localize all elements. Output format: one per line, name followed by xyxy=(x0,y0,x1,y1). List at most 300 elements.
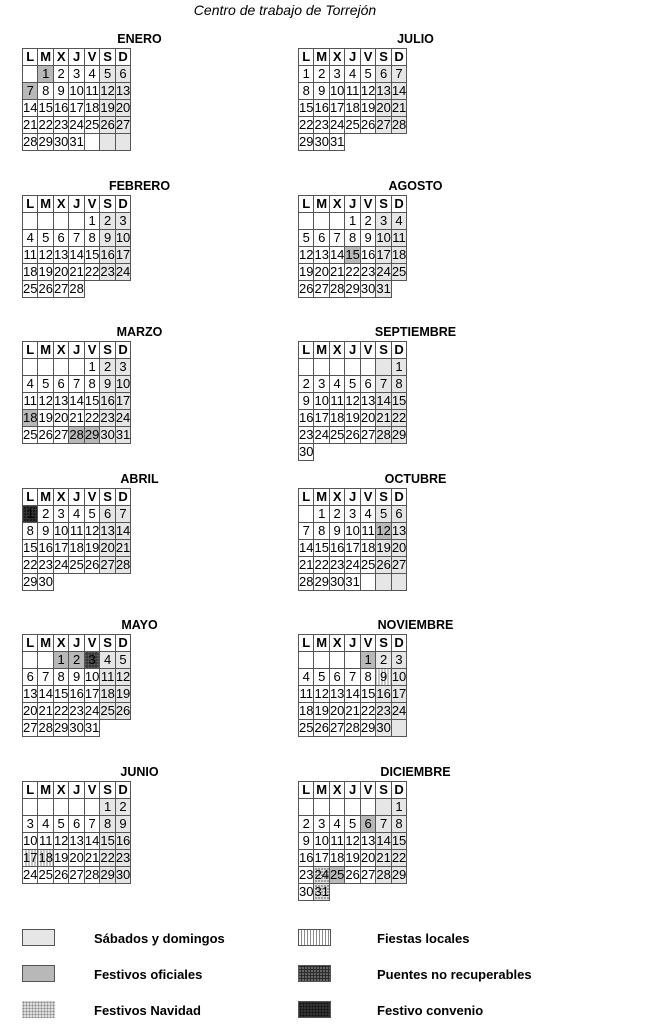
day-cell: 15 xyxy=(391,393,407,408)
day-cell: 11 xyxy=(69,523,84,538)
month-table xyxy=(22,488,131,591)
day-cell: 10 xyxy=(84,669,100,684)
day-cell xyxy=(391,720,406,737)
month-table xyxy=(22,634,131,737)
day-cell: 17 xyxy=(115,247,131,262)
day-cell xyxy=(115,134,130,151)
day-cell xyxy=(299,506,314,523)
day-cell: 6 xyxy=(360,376,375,393)
day-cell: 31 xyxy=(314,884,329,899)
day-cell: 27 xyxy=(376,117,391,132)
day-cell: 7 xyxy=(115,506,130,523)
weekday-header: L xyxy=(23,635,38,652)
day-cell: 17 xyxy=(69,100,84,115)
day-cell: 9 xyxy=(376,669,391,686)
day-cell: 31 xyxy=(69,134,84,149)
day-cell: 26 xyxy=(53,867,69,882)
day-cell: 13 xyxy=(53,247,69,262)
day-cell: 9 xyxy=(314,83,329,100)
weekday-header: X xyxy=(329,635,344,652)
day-cell: 23 xyxy=(376,703,391,718)
weekday-header: M xyxy=(314,635,329,652)
month-name: ABRIL xyxy=(120,472,159,486)
blank xyxy=(115,574,130,591)
day-cell: 9 xyxy=(100,230,115,247)
day-cell: 19 xyxy=(38,264,53,279)
day-cell: 4 xyxy=(391,213,406,230)
weekday-header: L xyxy=(299,635,314,652)
day-cell: 22 xyxy=(391,850,407,865)
day-cell: 5 xyxy=(360,66,375,83)
day-cell xyxy=(314,213,329,230)
day-cell: 30 xyxy=(299,444,314,459)
weekday-header: S xyxy=(376,196,391,213)
weekday-header: M xyxy=(38,49,53,66)
day-cell: 10 xyxy=(53,523,69,538)
blank xyxy=(53,574,68,591)
weekday-header: V xyxy=(360,635,375,652)
day-cell: 9 xyxy=(329,523,344,540)
weekday-header: D xyxy=(391,782,406,799)
day-cell: 30 xyxy=(69,720,84,735)
weekday-header: M xyxy=(314,49,329,66)
weekday-header: L xyxy=(23,342,38,359)
day-cell: 14 xyxy=(115,523,131,538)
day-cell: 29 xyxy=(38,134,53,149)
day-cell: 30 xyxy=(53,134,69,149)
weekday-header: J xyxy=(345,489,360,506)
day-cell: 11 xyxy=(330,393,344,408)
day-cell: 13 xyxy=(360,393,376,408)
day-cell: 18 xyxy=(100,686,115,701)
day-cell xyxy=(100,134,115,151)
day-cell: 18 xyxy=(329,410,345,425)
day-cell: 15 xyxy=(314,540,329,555)
day-cell: 30 xyxy=(360,281,376,296)
day-cell: 31 xyxy=(376,281,391,296)
weekday-header: L xyxy=(299,782,314,799)
day-cell xyxy=(69,359,84,376)
day-cell xyxy=(299,359,314,376)
day-cell: 26 xyxy=(299,281,314,296)
day-cell: 15 xyxy=(38,100,53,115)
day-cell: 3 xyxy=(314,816,329,833)
weekday-header: L xyxy=(299,489,314,506)
day-cell: 17 xyxy=(391,686,407,701)
weekday-header: J xyxy=(69,49,84,66)
day-cell: 25 xyxy=(69,557,84,572)
legend-swatch-pu xyxy=(298,965,331,982)
weekday-header: D xyxy=(115,489,130,506)
day-cell: 8 xyxy=(38,83,53,100)
day-cell: 5 xyxy=(115,652,130,669)
day-cell: 5 xyxy=(345,376,360,393)
weekday-header: M xyxy=(314,782,329,799)
blank xyxy=(391,884,406,901)
weekday-header: V xyxy=(84,196,99,213)
weekday-header: S xyxy=(100,342,115,359)
weekday-header: X xyxy=(53,49,68,66)
day-cell: 15 xyxy=(100,833,115,848)
month-table xyxy=(298,488,407,591)
legend-label: Fiestas locales xyxy=(377,931,470,946)
day-cell: 23 xyxy=(299,427,314,442)
weekday-header: J xyxy=(345,342,360,359)
blank xyxy=(84,574,99,591)
day-cell: 4 xyxy=(23,376,38,393)
blank xyxy=(360,444,375,461)
day-cell: 17 xyxy=(376,247,391,262)
day-cell: 12 xyxy=(376,523,391,538)
day-cell: 7 xyxy=(23,83,38,100)
day-cell: 13 xyxy=(115,83,131,98)
day-cell: 5 xyxy=(53,816,68,833)
day-cell: 14 xyxy=(391,83,407,98)
day-cell: 4 xyxy=(23,230,38,247)
weekday-header: D xyxy=(391,196,406,213)
day-cell: 15 xyxy=(84,393,100,408)
day-cell: 5 xyxy=(100,66,115,83)
blank xyxy=(360,884,375,901)
day-cell: 18 xyxy=(391,247,407,262)
day-cell xyxy=(23,213,38,230)
day-cell: 29 xyxy=(314,574,329,589)
day-cell: 1 xyxy=(391,359,406,376)
day-cell: 2 xyxy=(314,66,329,83)
weekday-header: M xyxy=(314,342,329,359)
day-cell: 1 xyxy=(38,66,53,83)
day-cell: 14 xyxy=(299,540,314,555)
day-cell: 17 xyxy=(314,410,329,425)
day-cell: 1 xyxy=(53,652,68,669)
weekday-header: M xyxy=(38,489,53,506)
weekday-header: V xyxy=(360,49,375,66)
weekday-header: V xyxy=(360,782,375,799)
weekday-header: J xyxy=(345,635,360,652)
day-cell: 7 xyxy=(38,669,53,686)
month-table xyxy=(298,634,407,737)
weekday-header: D xyxy=(115,49,130,66)
day-cell: 14 xyxy=(345,686,360,701)
day-cell: 26 xyxy=(84,557,100,572)
day-cell: 21 xyxy=(299,557,314,572)
weekday-header: V xyxy=(360,196,375,213)
blank xyxy=(84,281,99,298)
legend-swatch-of xyxy=(22,965,55,982)
weekday-header: S xyxy=(376,342,391,359)
day-cell: 7 xyxy=(329,230,344,247)
day-cell: 7 xyxy=(376,376,391,393)
day-cell: 1 xyxy=(84,213,99,230)
day-cell: 7 xyxy=(299,523,314,540)
day-cell: 31 xyxy=(345,574,360,589)
day-cell: 3 xyxy=(23,816,38,833)
day-cell: 18 xyxy=(23,410,38,425)
day-cell: 21 xyxy=(84,850,100,865)
day-cell: 17 xyxy=(53,540,69,555)
weekday-header: M xyxy=(38,196,53,213)
day-cell xyxy=(23,799,38,816)
day-cell: 9 xyxy=(360,230,375,247)
day-cell: 5 xyxy=(299,230,314,247)
day-cell: 20 xyxy=(69,850,84,865)
day-cell: 22 xyxy=(299,117,314,132)
day-cell: 28 xyxy=(38,720,53,735)
day-cell: 21 xyxy=(376,410,391,425)
day-cell xyxy=(329,359,344,376)
day-cell: 11 xyxy=(345,83,360,98)
day-cell: 4 xyxy=(345,66,360,83)
day-cell: 11 xyxy=(392,230,406,245)
day-cell: 28 xyxy=(23,134,38,149)
day-cell: 12 xyxy=(345,393,360,408)
day-cell: 29 xyxy=(53,720,69,735)
day-cell: 16 xyxy=(360,247,376,262)
day-cell: 5 xyxy=(376,506,391,523)
day-cell: 4 xyxy=(360,506,375,523)
day-cell: 27 xyxy=(329,720,345,735)
day-cell: 18 xyxy=(329,850,345,865)
day-cell: 21 xyxy=(69,264,84,279)
day-cell: 18 xyxy=(360,540,376,555)
weekday-header: M xyxy=(38,635,53,652)
day-cell: 18 xyxy=(38,850,53,865)
day-cell: 9 xyxy=(299,833,314,850)
weekday-header: J xyxy=(345,782,360,799)
day-cell: 2 xyxy=(115,799,130,816)
day-cell xyxy=(23,652,38,669)
day-cell: 1 xyxy=(391,799,406,816)
day-cell: 7 xyxy=(69,230,84,247)
day-cell: 29 xyxy=(360,720,376,735)
day-cell: 24 xyxy=(84,703,100,718)
day-cell: 2 xyxy=(376,652,391,669)
day-cell: 8 xyxy=(100,816,115,833)
day-cell: 26 xyxy=(314,720,329,735)
day-cell: 29 xyxy=(100,867,115,882)
day-cell xyxy=(69,213,84,230)
blank xyxy=(115,720,130,737)
weekday-header: S xyxy=(376,782,391,799)
day-cell: 22 xyxy=(360,703,376,718)
day-cell: 2 xyxy=(329,506,344,523)
day-cell: 3 xyxy=(391,652,406,669)
day-cell: 29 xyxy=(23,574,38,589)
weekday-header: D xyxy=(115,782,130,799)
day-cell: 23 xyxy=(100,410,115,425)
day-cell: 11 xyxy=(38,833,53,848)
day-cell: 9 xyxy=(38,523,53,540)
weekday-header: S xyxy=(100,489,115,506)
day-cell: 14 xyxy=(84,833,100,848)
day-cell: 13 xyxy=(376,83,391,98)
weekday-header: J xyxy=(69,342,84,359)
day-cell: 11 xyxy=(85,83,99,98)
day-cell: 23 xyxy=(100,264,115,279)
weekday-header: X xyxy=(53,489,68,506)
day-cell: 11 xyxy=(23,393,37,408)
weekday-header: J xyxy=(345,196,360,213)
day-cell: 28 xyxy=(115,557,131,572)
weekday-header: L xyxy=(23,489,38,506)
day-cell: 9 xyxy=(299,393,314,410)
day-cell: 22 xyxy=(23,557,38,572)
day-cell: 16 xyxy=(299,850,314,865)
day-cell: 20 xyxy=(360,850,376,865)
day-cell: 11 xyxy=(100,669,115,684)
day-cell: 26 xyxy=(360,117,376,132)
weekday-header: D xyxy=(391,342,406,359)
day-cell: 1 xyxy=(84,359,99,376)
day-cell: 4 xyxy=(329,376,344,393)
day-cell: 17 xyxy=(84,686,100,701)
day-cell: 4 xyxy=(84,66,99,83)
legend-swatch-we xyxy=(22,929,55,946)
day-cell: 22 xyxy=(345,264,360,279)
day-cell: 11 xyxy=(23,247,37,262)
day-cell: 30 xyxy=(376,720,391,735)
day-cell: 27 xyxy=(314,281,329,296)
day-cell: 22 xyxy=(84,410,100,425)
day-cell: 16 xyxy=(53,100,69,115)
day-cell: 10 xyxy=(23,833,38,848)
day-cell: 26 xyxy=(38,281,53,296)
month-name: FEBRERO xyxy=(108,179,171,193)
blank xyxy=(329,884,344,901)
day-cell: 7 xyxy=(376,816,391,833)
weekday-header: X xyxy=(329,49,344,66)
blank xyxy=(345,444,360,461)
weekday-header: D xyxy=(391,49,406,66)
day-cell: 23 xyxy=(329,557,345,572)
blank xyxy=(376,444,391,461)
day-cell: 26 xyxy=(115,703,131,718)
day-cell: 8 xyxy=(314,523,329,540)
weekday-header: S xyxy=(100,782,115,799)
day-cell xyxy=(299,652,314,669)
day-cell: 21 xyxy=(345,703,360,718)
day-cell: 28 xyxy=(376,867,391,882)
day-cell: 16 xyxy=(100,393,115,408)
day-cell: 18 xyxy=(345,100,360,115)
day-cell: 27 xyxy=(69,867,84,882)
day-cell: 30 xyxy=(38,574,53,589)
day-cell: 2 xyxy=(299,816,314,833)
blank xyxy=(376,884,391,901)
day-cell: 23 xyxy=(299,867,314,882)
month-name: MAYO xyxy=(121,618,158,632)
day-cell: 30 xyxy=(329,574,345,589)
day-cell: 4 xyxy=(100,652,115,669)
day-cell: 17 xyxy=(345,540,360,555)
day-cell: 25 xyxy=(299,720,314,735)
day-cell: 15 xyxy=(345,247,360,262)
day-cell: 15 xyxy=(360,686,376,701)
day-cell: 20 xyxy=(115,100,131,115)
day-cell: 18 xyxy=(299,703,314,718)
day-cell: 24 xyxy=(314,427,329,442)
day-cell: 12 xyxy=(100,83,115,98)
day-cell xyxy=(360,359,375,376)
day-cell: 20 xyxy=(391,540,407,555)
weekday-header: L xyxy=(299,196,314,213)
day-cell: 16 xyxy=(38,540,53,555)
day-cell: 20 xyxy=(360,410,376,425)
blank xyxy=(391,444,406,461)
day-cell: 15 xyxy=(391,833,407,848)
legend-label: Puentes no recuperables xyxy=(377,967,532,982)
day-cell: 28 xyxy=(69,427,84,442)
day-cell xyxy=(53,213,68,230)
day-cell xyxy=(329,213,344,230)
day-cell: 12 xyxy=(115,669,131,684)
blank xyxy=(391,281,406,298)
day-cell: 3 xyxy=(53,506,68,523)
day-cell: 24 xyxy=(115,410,131,425)
day-cell xyxy=(391,574,406,591)
page-title: Centro de trabajo de Torrejón xyxy=(193,2,377,18)
day-cell: 12 xyxy=(38,247,53,262)
day-cell: 28 xyxy=(299,574,314,589)
day-cell: 6 xyxy=(360,816,375,833)
day-cell: 24 xyxy=(53,557,69,572)
day-cell xyxy=(38,799,53,816)
day-cell: 14 xyxy=(69,393,84,408)
day-cell: 25 xyxy=(23,281,38,296)
day-cell: 20 xyxy=(53,264,69,279)
day-cell: 3 xyxy=(314,376,329,393)
day-cell xyxy=(23,66,38,83)
day-cell: 23 xyxy=(69,703,84,718)
weekday-header: X xyxy=(329,196,344,213)
day-cell: 2 xyxy=(100,213,115,230)
day-cell: 27 xyxy=(23,720,38,735)
day-cell: 6 xyxy=(53,230,68,247)
weekday-header: L xyxy=(299,49,314,66)
month-table xyxy=(298,195,407,298)
day-cell xyxy=(360,799,375,816)
day-cell xyxy=(345,799,360,816)
day-cell xyxy=(360,574,375,591)
day-cell xyxy=(84,134,99,151)
weekday-header: M xyxy=(314,196,329,213)
day-cell: 20 xyxy=(100,540,115,555)
weekday-header: S xyxy=(100,196,115,213)
day-cell: 13 xyxy=(100,523,115,538)
day-cell: 26 xyxy=(376,557,391,572)
month-table xyxy=(298,781,407,901)
day-cell: 21 xyxy=(115,540,131,555)
day-cell xyxy=(299,799,314,816)
day-cell: 21 xyxy=(23,117,38,132)
day-cell xyxy=(314,359,329,376)
day-cell: 9 xyxy=(100,376,115,393)
day-cell: 3 xyxy=(115,359,130,376)
day-cell: 18 xyxy=(23,264,38,279)
day-cell: 21 xyxy=(376,850,391,865)
weekday-header: J xyxy=(69,489,84,506)
day-cell: 25 xyxy=(329,867,345,882)
day-cell: 9 xyxy=(53,83,68,100)
day-cell: 8 xyxy=(23,523,38,540)
legend-label: Festivos oficiales xyxy=(94,967,203,982)
day-cell xyxy=(38,359,53,376)
weekday-header: X xyxy=(329,489,344,506)
day-cell: 13 xyxy=(391,523,407,538)
weekday-header: V xyxy=(84,782,99,799)
day-cell xyxy=(376,359,391,376)
day-cell: 12 xyxy=(38,393,53,408)
